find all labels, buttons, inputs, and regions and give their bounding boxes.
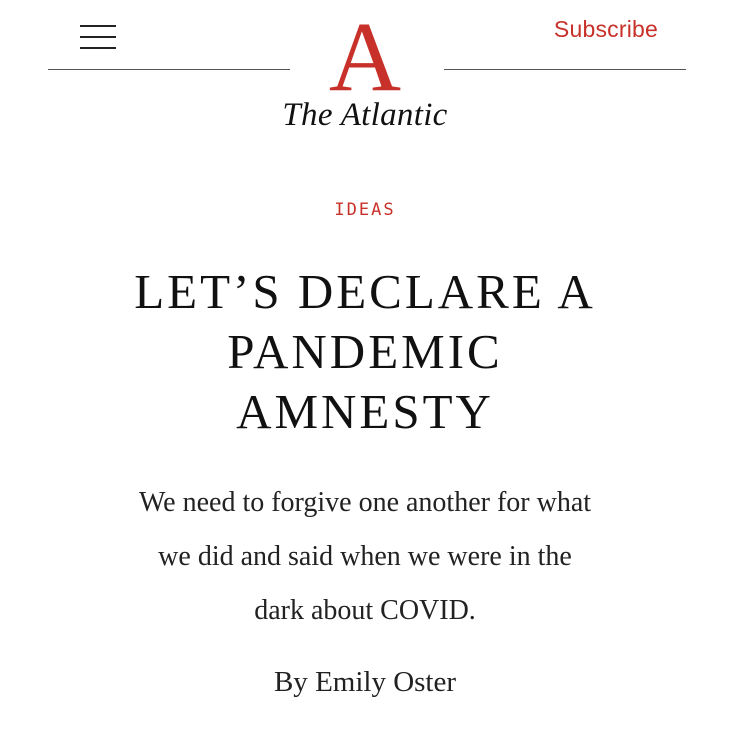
header-divider-right — [444, 69, 686, 70]
headline — [40, 262, 690, 442]
section-tag[interactable]: IDEAS — [334, 200, 396, 220]
site-header — [0, 0, 730, 150]
subscribe-link[interactable]: Subscribe — [553, 16, 658, 42]
headline-line: PANDEMIC — [227, 324, 503, 379]
headline-line: LET’S DECLARE A — [134, 264, 596, 319]
atlantic-logo-icon[interactable] — [325, 10, 405, 96]
dek-line: dark about COVID. — [254, 595, 476, 626]
author-link[interactable]: Emily Oster — [315, 666, 457, 698]
dek-line: we did and said when we were in the — [158, 541, 572, 572]
headline-line: AMNESTY — [236, 384, 494, 439]
byline-prefix: By — [273, 666, 308, 698]
logo-letter: A — [328, 10, 402, 96]
menu-bar-middle — [80, 36, 116, 38]
dek-line: We need to forgive one another for what — [138, 487, 592, 518]
menu-bar-top — [80, 25, 116, 27]
header-divider-left — [48, 69, 290, 70]
hamburger-menu-icon[interactable] — [80, 22, 116, 52]
article-dek — [80, 476, 650, 638]
menu-bar-bottom — [80, 47, 116, 49]
byline — [0, 666, 730, 699]
site-wordmark[interactable]: The Atlantic — [282, 97, 448, 133]
